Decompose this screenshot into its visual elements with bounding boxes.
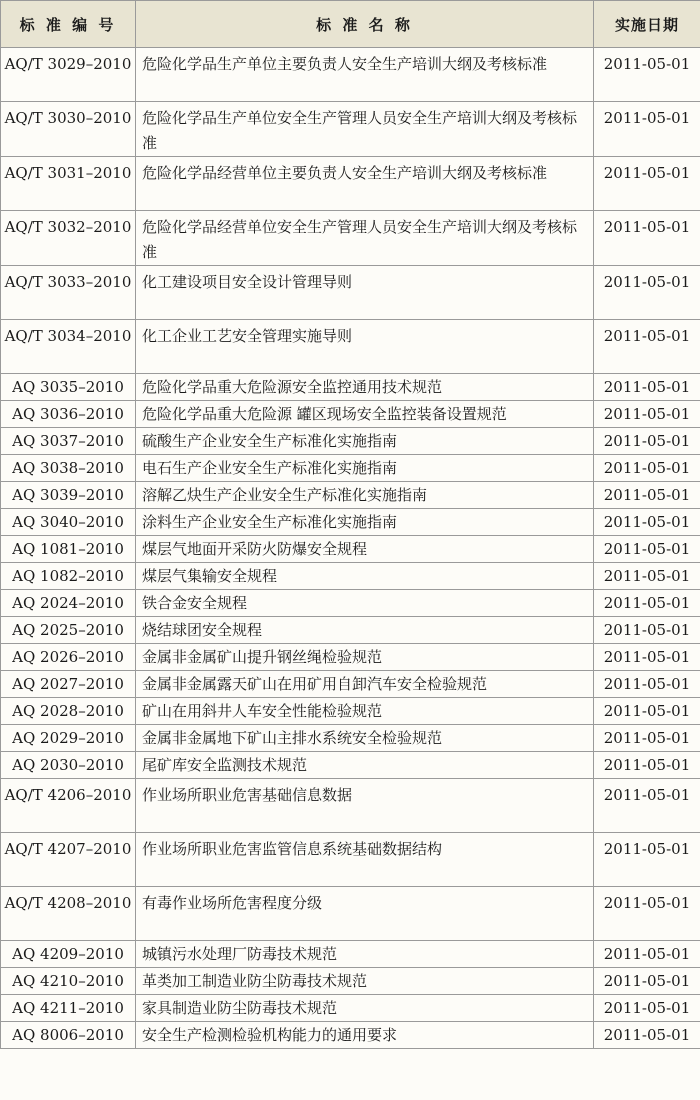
cell-name: 安全生产检测检验机构能力的通用要求	[136, 1022, 594, 1049]
cell-date: 2011-05-01	[594, 211, 700, 266]
cell-name: 铁合金安全规程	[136, 590, 594, 617]
table-row	[1, 941, 700, 968]
cell-name: 革类加工制造业防尘防毒技术规范	[136, 968, 594, 995]
cell-name: 金属非金属露天矿山在用矿用自卸汽车安全检验规范	[136, 671, 594, 698]
cell-name: 金属非金属矿山提升钢丝绳检验规范	[136, 644, 594, 671]
table-row	[1, 48, 700, 102]
cell-date: 2011-05-01	[594, 266, 700, 320]
cell-date: 2011-05-01	[594, 671, 700, 698]
cell-code: AQ 4209–2010	[1, 941, 136, 968]
table-row	[1, 698, 700, 725]
table-row	[1, 995, 700, 1022]
cell-name: 家具制造业防尘防毒技术规范	[136, 995, 594, 1022]
cell-name: 危险化学品重大危险源 罐区现场安全监控装备设置规范	[136, 401, 594, 428]
cell-date: 2011-05-01	[594, 1022, 700, 1049]
cell-name: 危险化学品经营单位安全生产管理人员安全生产培训大纲及考核标准	[136, 211, 594, 266]
cell-code: AQ 4210–2010	[1, 968, 136, 995]
cell-date: 2011-05-01	[594, 320, 700, 374]
cell-code: AQ 2029–2010	[1, 725, 136, 752]
cell-name: 化工建设项目安全设计管理导则	[136, 266, 594, 320]
cell-code: AQ 2024–2010	[1, 590, 136, 617]
cell-code: AQ 3039–2010	[1, 482, 136, 509]
table-row	[1, 211, 700, 266]
cell-name: 危险化学品重大危险源安全监控通用技术规范	[136, 374, 594, 401]
table-row	[1, 1022, 700, 1049]
cell-code: AQ 3037–2010	[1, 428, 136, 455]
cell-date: 2011-05-01	[594, 48, 700, 102]
cell-date: 2011-05-01	[594, 563, 700, 590]
cell-code: AQ 1081–2010	[1, 536, 136, 563]
cell-name: 有毒作业场所危害程度分级	[136, 887, 594, 941]
table-row	[1, 644, 700, 671]
table-row	[1, 833, 700, 887]
table-row	[1, 428, 700, 455]
cell-code: AQ 8006–2010	[1, 1022, 136, 1049]
cell-date: 2011-05-01	[594, 995, 700, 1022]
cell-name: 尾矿库安全监测技术规范	[136, 752, 594, 779]
cell-name: 煤层气集输安全规程	[136, 563, 594, 590]
cell-code: AQ/T 4206–2010	[1, 779, 136, 833]
cell-date: 2011-05-01	[594, 509, 700, 536]
cell-date: 2011-05-01	[594, 482, 700, 509]
table-row	[1, 536, 700, 563]
table-row	[1, 374, 700, 401]
table-row	[1, 102, 700, 157]
cell-code: AQ/T 4208–2010	[1, 887, 136, 941]
cell-name: 硫酸生产企业安全生产标准化实施指南	[136, 428, 594, 455]
cell-date: 2011-05-01	[594, 536, 700, 563]
cell-name: 危险化学品生产单位主要负责人安全生产培训大纲及考核标准	[136, 48, 594, 102]
cell-code: AQ/T 3032–2010	[1, 211, 136, 266]
table-row	[1, 401, 700, 428]
table-row	[1, 968, 700, 995]
cell-date: 2011-05-01	[594, 725, 700, 752]
table-row	[1, 563, 700, 590]
cell-code: AQ/T 3034–2010	[1, 320, 136, 374]
cell-code: AQ 3035–2010	[1, 374, 136, 401]
cell-date: 2011-05-01	[594, 102, 700, 157]
header-name: 标 准 名 称	[136, 1, 594, 48]
table-row	[1, 455, 700, 482]
cell-code: AQ 2030–2010	[1, 752, 136, 779]
table-row	[1, 779, 700, 833]
cell-date: 2011-05-01	[594, 644, 700, 671]
table-row	[1, 509, 700, 536]
cell-code: AQ/T 3033–2010	[1, 266, 136, 320]
cell-date: 2011-05-01	[594, 428, 700, 455]
table-row	[1, 266, 700, 320]
cell-name: 金属非金属地下矿山主排水系统安全检验规范	[136, 725, 594, 752]
header-code: 标 准 编 号	[1, 1, 136, 48]
cell-name: 危险化学品经营单位主要负责人安全生产培训大纲及考核标准	[136, 157, 594, 211]
cell-code: AQ/T 3029–2010	[1, 48, 136, 102]
cell-date: 2011-05-01	[594, 590, 700, 617]
table-header-row	[1, 1, 700, 48]
cell-code: AQ 2025–2010	[1, 617, 136, 644]
cell-name: 城镇污水处理厂防毒技术规范	[136, 941, 594, 968]
cell-date: 2011-05-01	[594, 617, 700, 644]
cell-date: 2011-05-01	[594, 752, 700, 779]
cell-name: 作业场所职业危害监管信息系统基础数据结构	[136, 833, 594, 887]
cell-name: 矿山在用斜井人车安全性能检验规范	[136, 698, 594, 725]
cell-name: 溶解乙炔生产企业安全生产标准化实施指南	[136, 482, 594, 509]
table-row	[1, 725, 700, 752]
cell-name: 危险化学品生产单位安全生产管理人员安全生产培训大纲及考核标准	[136, 102, 594, 157]
cell-code: AQ 1082–2010	[1, 563, 136, 590]
table-row	[1, 671, 700, 698]
cell-code: AQ/T 3031–2010	[1, 157, 136, 211]
cell-date: 2011-05-01	[594, 968, 700, 995]
table-row	[1, 752, 700, 779]
header-date: 实施日期	[594, 1, 700, 48]
cell-code: AQ 2028–2010	[1, 698, 136, 725]
cell-date: 2011-05-01	[594, 401, 700, 428]
cell-code: AQ 2027–2010	[1, 671, 136, 698]
cell-date: 2011-05-01	[594, 941, 700, 968]
table-body	[1, 48, 700, 1049]
cell-code: AQ 3038–2010	[1, 455, 136, 482]
cell-code: AQ 3036–2010	[1, 401, 136, 428]
cell-date: 2011-05-01	[594, 833, 700, 887]
cell-date: 2011-05-01	[594, 887, 700, 941]
cell-name: 作业场所职业危害基础信息数据	[136, 779, 594, 833]
cell-date: 2011-05-01	[594, 779, 700, 833]
cell-name: 煤层气地面开采防火防爆安全规程	[136, 536, 594, 563]
cell-name: 烧结球团安全规程	[136, 617, 594, 644]
cell-date: 2011-05-01	[594, 698, 700, 725]
table-row	[1, 157, 700, 211]
table-row	[1, 617, 700, 644]
cell-date: 2011-05-01	[594, 374, 700, 401]
cell-date: 2011-05-01	[594, 455, 700, 482]
cell-code: AQ 3040–2010	[1, 509, 136, 536]
cell-name: 涂料生产企业安全生产标准化实施指南	[136, 509, 594, 536]
cell-name: 化工企业工艺安全管理实施导则	[136, 320, 594, 374]
cell-date: 2011-05-01	[594, 157, 700, 211]
cell-code: AQ 2026–2010	[1, 644, 136, 671]
cell-code: AQ/T 3030–2010	[1, 102, 136, 157]
table-row	[1, 887, 700, 941]
table-row	[1, 590, 700, 617]
cell-code: AQ 4211–2010	[1, 995, 136, 1022]
cell-code: AQ/T 4207–2010	[1, 833, 136, 887]
table-row	[1, 482, 700, 509]
table-row	[1, 320, 700, 374]
cell-name: 电石生产企业安全生产标准化实施指南	[136, 455, 594, 482]
